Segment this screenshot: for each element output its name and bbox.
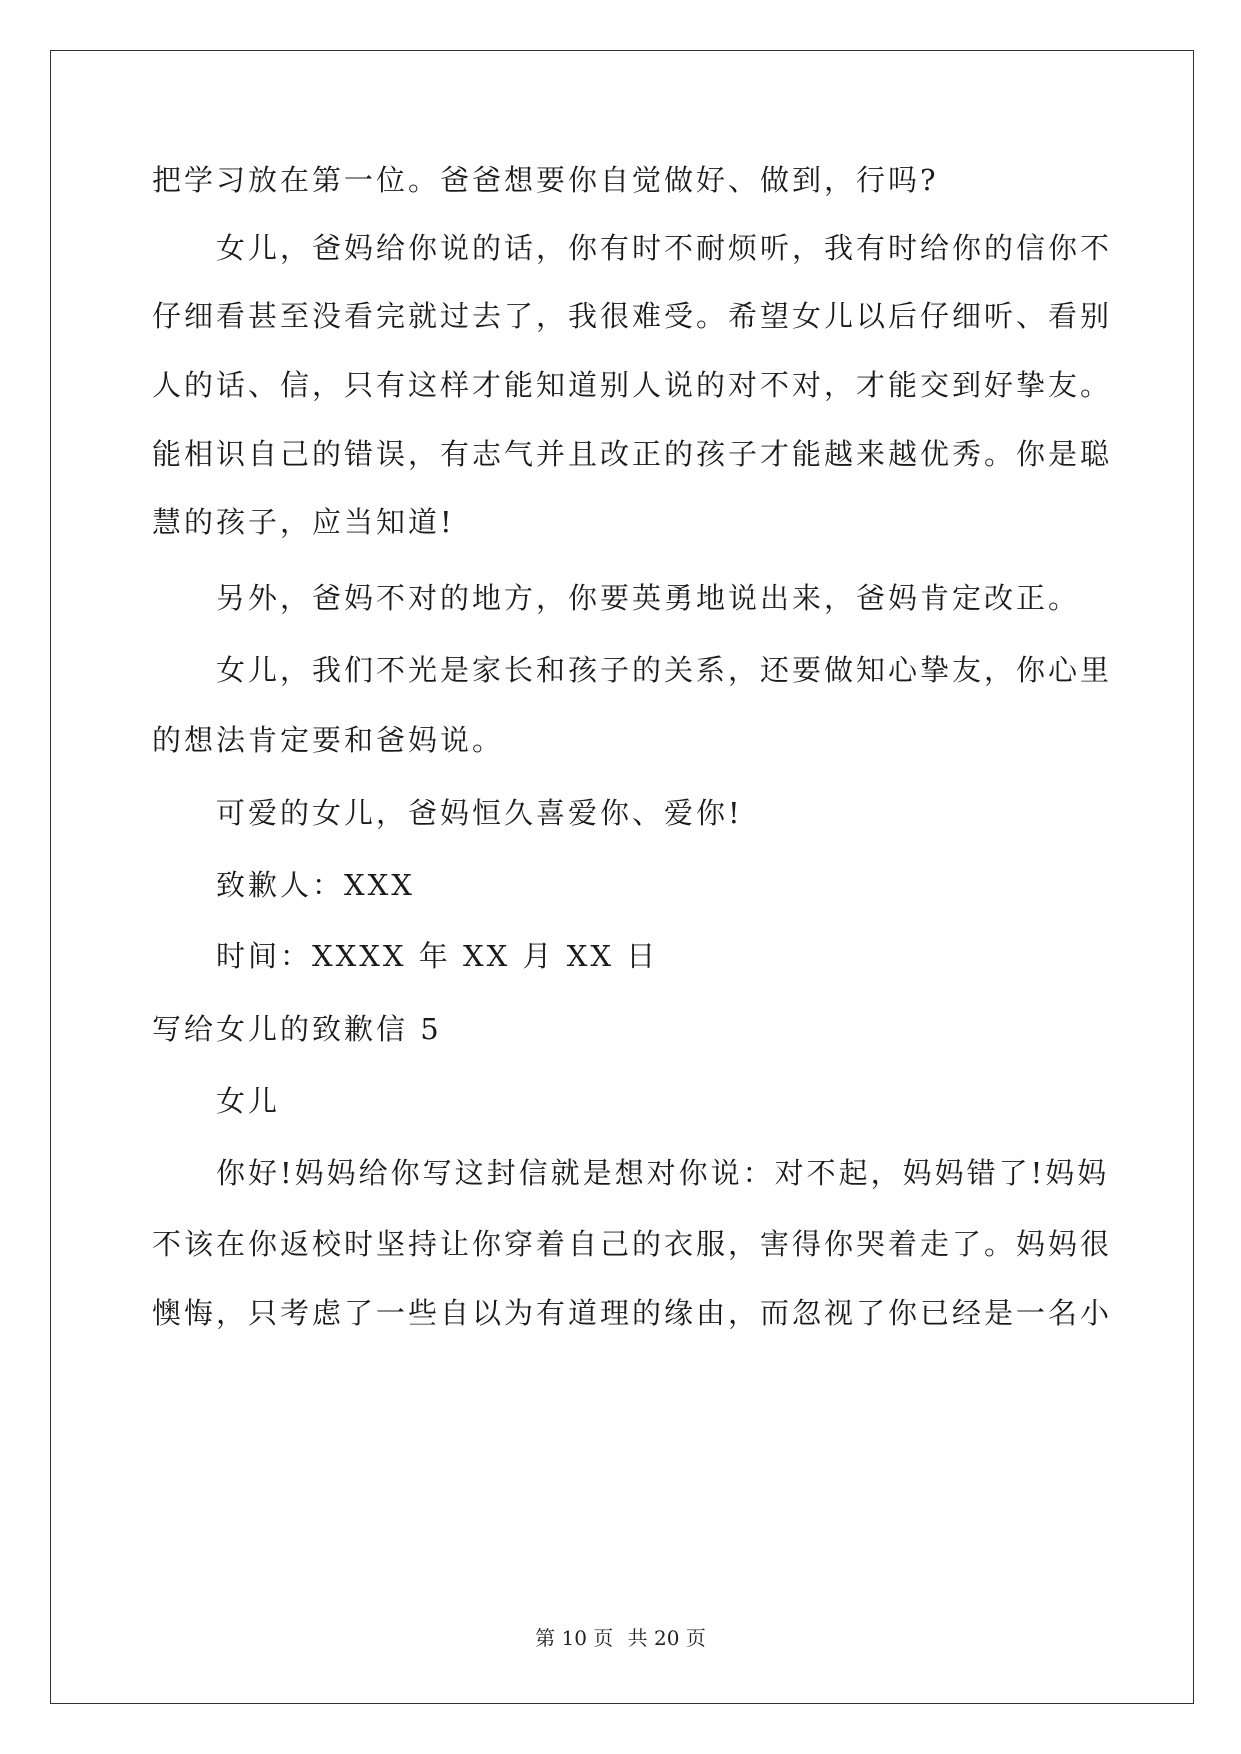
text-line: 把学习放在第一位。爸爸想要你自觉做好、做到，行吗? bbox=[152, 163, 939, 197]
text-line: 不该在你返校时坚持让你穿着自己的衣服，害得你哭着走了。妈妈很 bbox=[152, 1227, 1113, 1261]
text-line: 慧的孩子，应当知道! bbox=[152, 505, 455, 539]
text-line: 人的话、信，只有这样才能知道别人说的对不对，才能交到好挚友。 bbox=[152, 368, 1113, 402]
text-line: 懊悔，只考虑了一些自以为有道理的缘由，而忽视了你已经是一名小 bbox=[152, 1296, 1113, 1330]
text-line: 能相识自己的错误，有志气并且改正的孩子才能越来越优秀。你是聪 bbox=[152, 437, 1113, 471]
text-line: 另外，爸妈不对的地方，你要英勇地说出来，爸妈肯定改正。 bbox=[216, 581, 1081, 615]
text-line: 的想法肯定要和爸妈说。 bbox=[152, 723, 505, 757]
date-line: 时间：XXXX 年 XX 月 XX 日 bbox=[216, 939, 659, 973]
section-heading: 写给女儿的致歉信 5 bbox=[152, 1012, 442, 1046]
text-line: 可爱的女儿，爸妈恒久喜爱你、爱你! bbox=[216, 796, 743, 830]
text-line: 你好!妈妈给你写这封信就是想对你说：对不起，妈妈错了!妈妈 bbox=[216, 1156, 1110, 1190]
page-number: 第 10 页 bbox=[535, 1626, 614, 1650]
text-line: 女儿，爸妈给你说的话，你有时不耐烦听，我有时给你的信你不 bbox=[216, 231, 1113, 265]
page-footer bbox=[0, 1626, 1241, 1650]
signature-line: 致歉人：XXX bbox=[216, 868, 415, 902]
page-total: 共 20 页 bbox=[627, 1626, 706, 1650]
text-line: 女儿，我们不光是家长和孩子的关系，还要做知心挚友，你心里 bbox=[216, 653, 1113, 687]
salutation-line: 女儿 bbox=[216, 1084, 281, 1118]
text-line: 仔细看甚至没看完就过去了，我很难受。希望女儿以后仔细听、看别 bbox=[152, 299, 1113, 333]
